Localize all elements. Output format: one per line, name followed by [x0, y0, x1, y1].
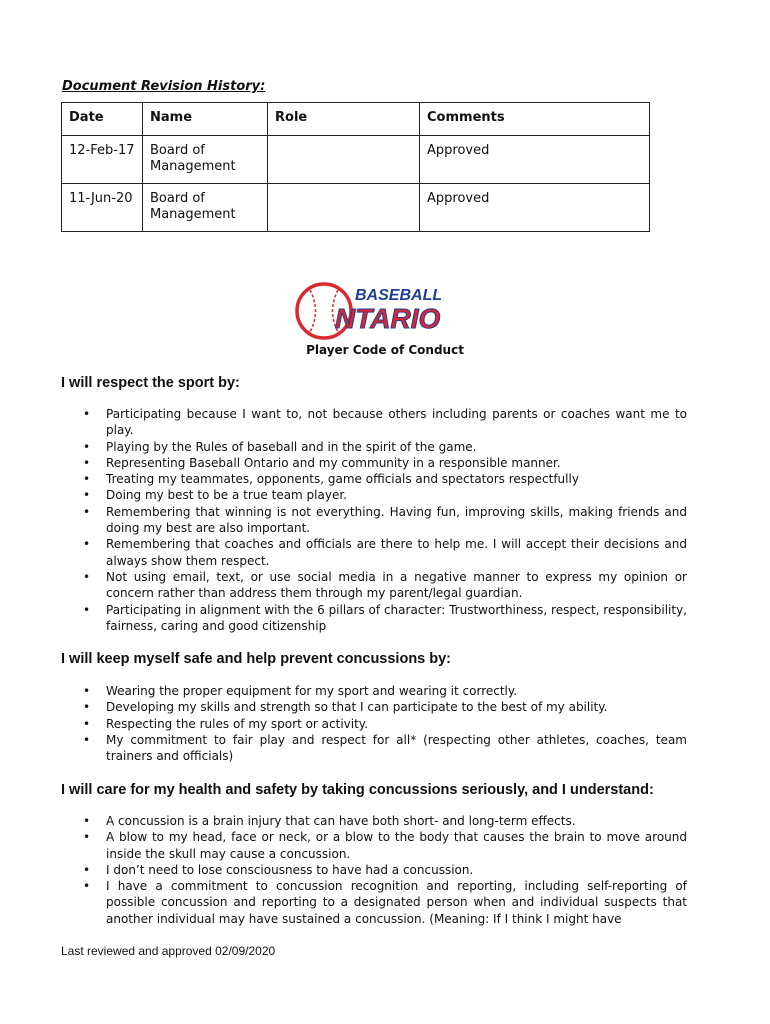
cell-date: 11-Jun-20	[62, 184, 143, 232]
list-item-text: Doing my best to be a true team player.	[106, 488, 347, 503]
bullet-icon: •	[83, 439, 91, 454]
list-item	[61, 683, 687, 699]
bullet-icon: •	[83, 455, 91, 470]
section-heading-health: I will care for my health and safety by taking concussions seriously, and I understand:	[61, 782, 654, 798]
logo-text-baseball: BASEBALL	[355, 287, 443, 304]
list-item	[61, 813, 687, 829]
list-item-text: A concussion is a brain injury that can have both short- and long-term effects.	[106, 814, 576, 828]
bullet-icon: •	[83, 830, 91, 845]
revision-history-table	[61, 102, 650, 232]
column-header-role: Role	[268, 103, 420, 136]
list-item-text: Wearing the proper equipment for my sport and wearing it correctly.	[106, 684, 518, 698]
list-item-text: Not using email, text, or use social media in a negative manner to express my opinion or concern rather than address them through my parent/legal guardian.	[106, 569, 687, 601]
baseball-ontario-logo	[293, 278, 473, 342]
list-item-text: I don’t need to lose consciousness to have had a concussion.	[106, 862, 474, 877]
bullet-icon: •	[83, 602, 91, 617]
cell-comments: Approved	[420, 136, 650, 184]
list-item-text: Playing by the Rules of baseball and in the spirit of the game.	[106, 439, 477, 454]
list-item	[61, 487, 687, 503]
list-item	[61, 471, 687, 487]
list-item-text: Remembering that winning is not everything. Having fun, improving skills, making friends and doing my best are also important.	[106, 504, 687, 536]
list-item-text: Remembering that coaches and officials are there to help me. I will accept their decisions and always show them respect.	[106, 537, 687, 568]
list-item-text: Participating in alignment with the 6 pillars of character: Trustworthiness, respect, responsibility, fairness, caring and good citizenship	[106, 602, 687, 633]
bullet-icon: •	[83, 684, 91, 698]
health-list	[61, 813, 687, 927]
bullet-icon: •	[83, 732, 91, 747]
list-item	[61, 569, 687, 602]
cell-date: 12-Feb-17	[62, 136, 143, 184]
cell-role	[268, 184, 420, 232]
list-item-text: Respecting the rules of my sport or activity.	[106, 716, 369, 731]
list-item	[61, 699, 687, 715]
list-item-text: Treating my teammates, opponents, game officials and spectators respectfully	[106, 472, 579, 487]
page-title: Player Code of Conduct	[306, 343, 464, 357]
list-item	[61, 732, 687, 765]
list-item	[61, 862, 687, 878]
list-item	[61, 406, 687, 439]
respect-list	[61, 406, 687, 634]
column-header-name: Name	[143, 103, 268, 136]
bullet-icon: •	[83, 700, 91, 715]
bullet-icon: •	[83, 407, 91, 421]
cell-name: Board of Management	[143, 184, 268, 232]
safety-list	[61, 683, 687, 764]
section-heading-respect: I will respect the sport by:	[61, 375, 240, 391]
column-header-comments: Comments	[420, 103, 650, 136]
bullet-icon: •	[83, 569, 91, 584]
list-item	[61, 878, 687, 927]
logo-text-ontario: NTARIO	[335, 303, 441, 334]
bullet-icon: •	[83, 504, 91, 519]
list-item	[61, 536, 687, 569]
table-header-row	[62, 103, 650, 136]
bullet-icon: •	[83, 814, 91, 828]
list-item-text: My commitment to fair play and respect for all* (respecting other athletes, coaches, team trainers and officials)	[106, 732, 687, 764]
list-item-text: Participating because I want to, not because others including parents or coaches want me to play.	[106, 407, 687, 438]
list-item-text: A blow to my head, face or neck, or a blow to the body that causes the brain to move around inside the skull may cause a concussion.	[106, 830, 687, 861]
section-heading-safety: I will keep myself safe and help prevent concussions by:	[61, 651, 452, 667]
list-item	[61, 602, 687, 635]
list-item	[61, 504, 687, 537]
list-item-text: Developing my skills and strength so that I can participate to the best of my ability.	[106, 700, 608, 715]
cell-comments: Approved	[420, 184, 650, 232]
bullet-icon: •	[83, 716, 91, 731]
list-item-text: Representing Baseball Ontario and my community in a responsible manner.	[106, 455, 561, 470]
list-item	[61, 439, 687, 455]
list-item	[61, 716, 687, 732]
footer-note: Last reviewed and approved 02/09/2020	[61, 944, 276, 958]
bullet-icon: •	[83, 879, 91, 894]
bullet-icon: •	[83, 862, 91, 877]
table-row	[62, 184, 650, 232]
bullet-icon: •	[83, 537, 91, 552]
revision-history-heading: Document Revision History:	[62, 79, 266, 94]
list-item	[61, 829, 687, 862]
column-header-date: Date	[62, 103, 143, 136]
list-item	[61, 455, 687, 471]
cell-name: Board of Management	[143, 136, 268, 184]
bullet-icon: •	[83, 472, 91, 487]
bullet-icon: •	[83, 488, 91, 503]
cell-role	[268, 136, 420, 184]
table-row	[62, 136, 650, 184]
list-item-text: I have a commitment to concussion recognition and reporting, including self-reporting of possible concussion and reporting to a designated person when and individual suspects that another individual may have sustained a concussion. (Meaning: If I think I might have	[106, 879, 687, 926]
